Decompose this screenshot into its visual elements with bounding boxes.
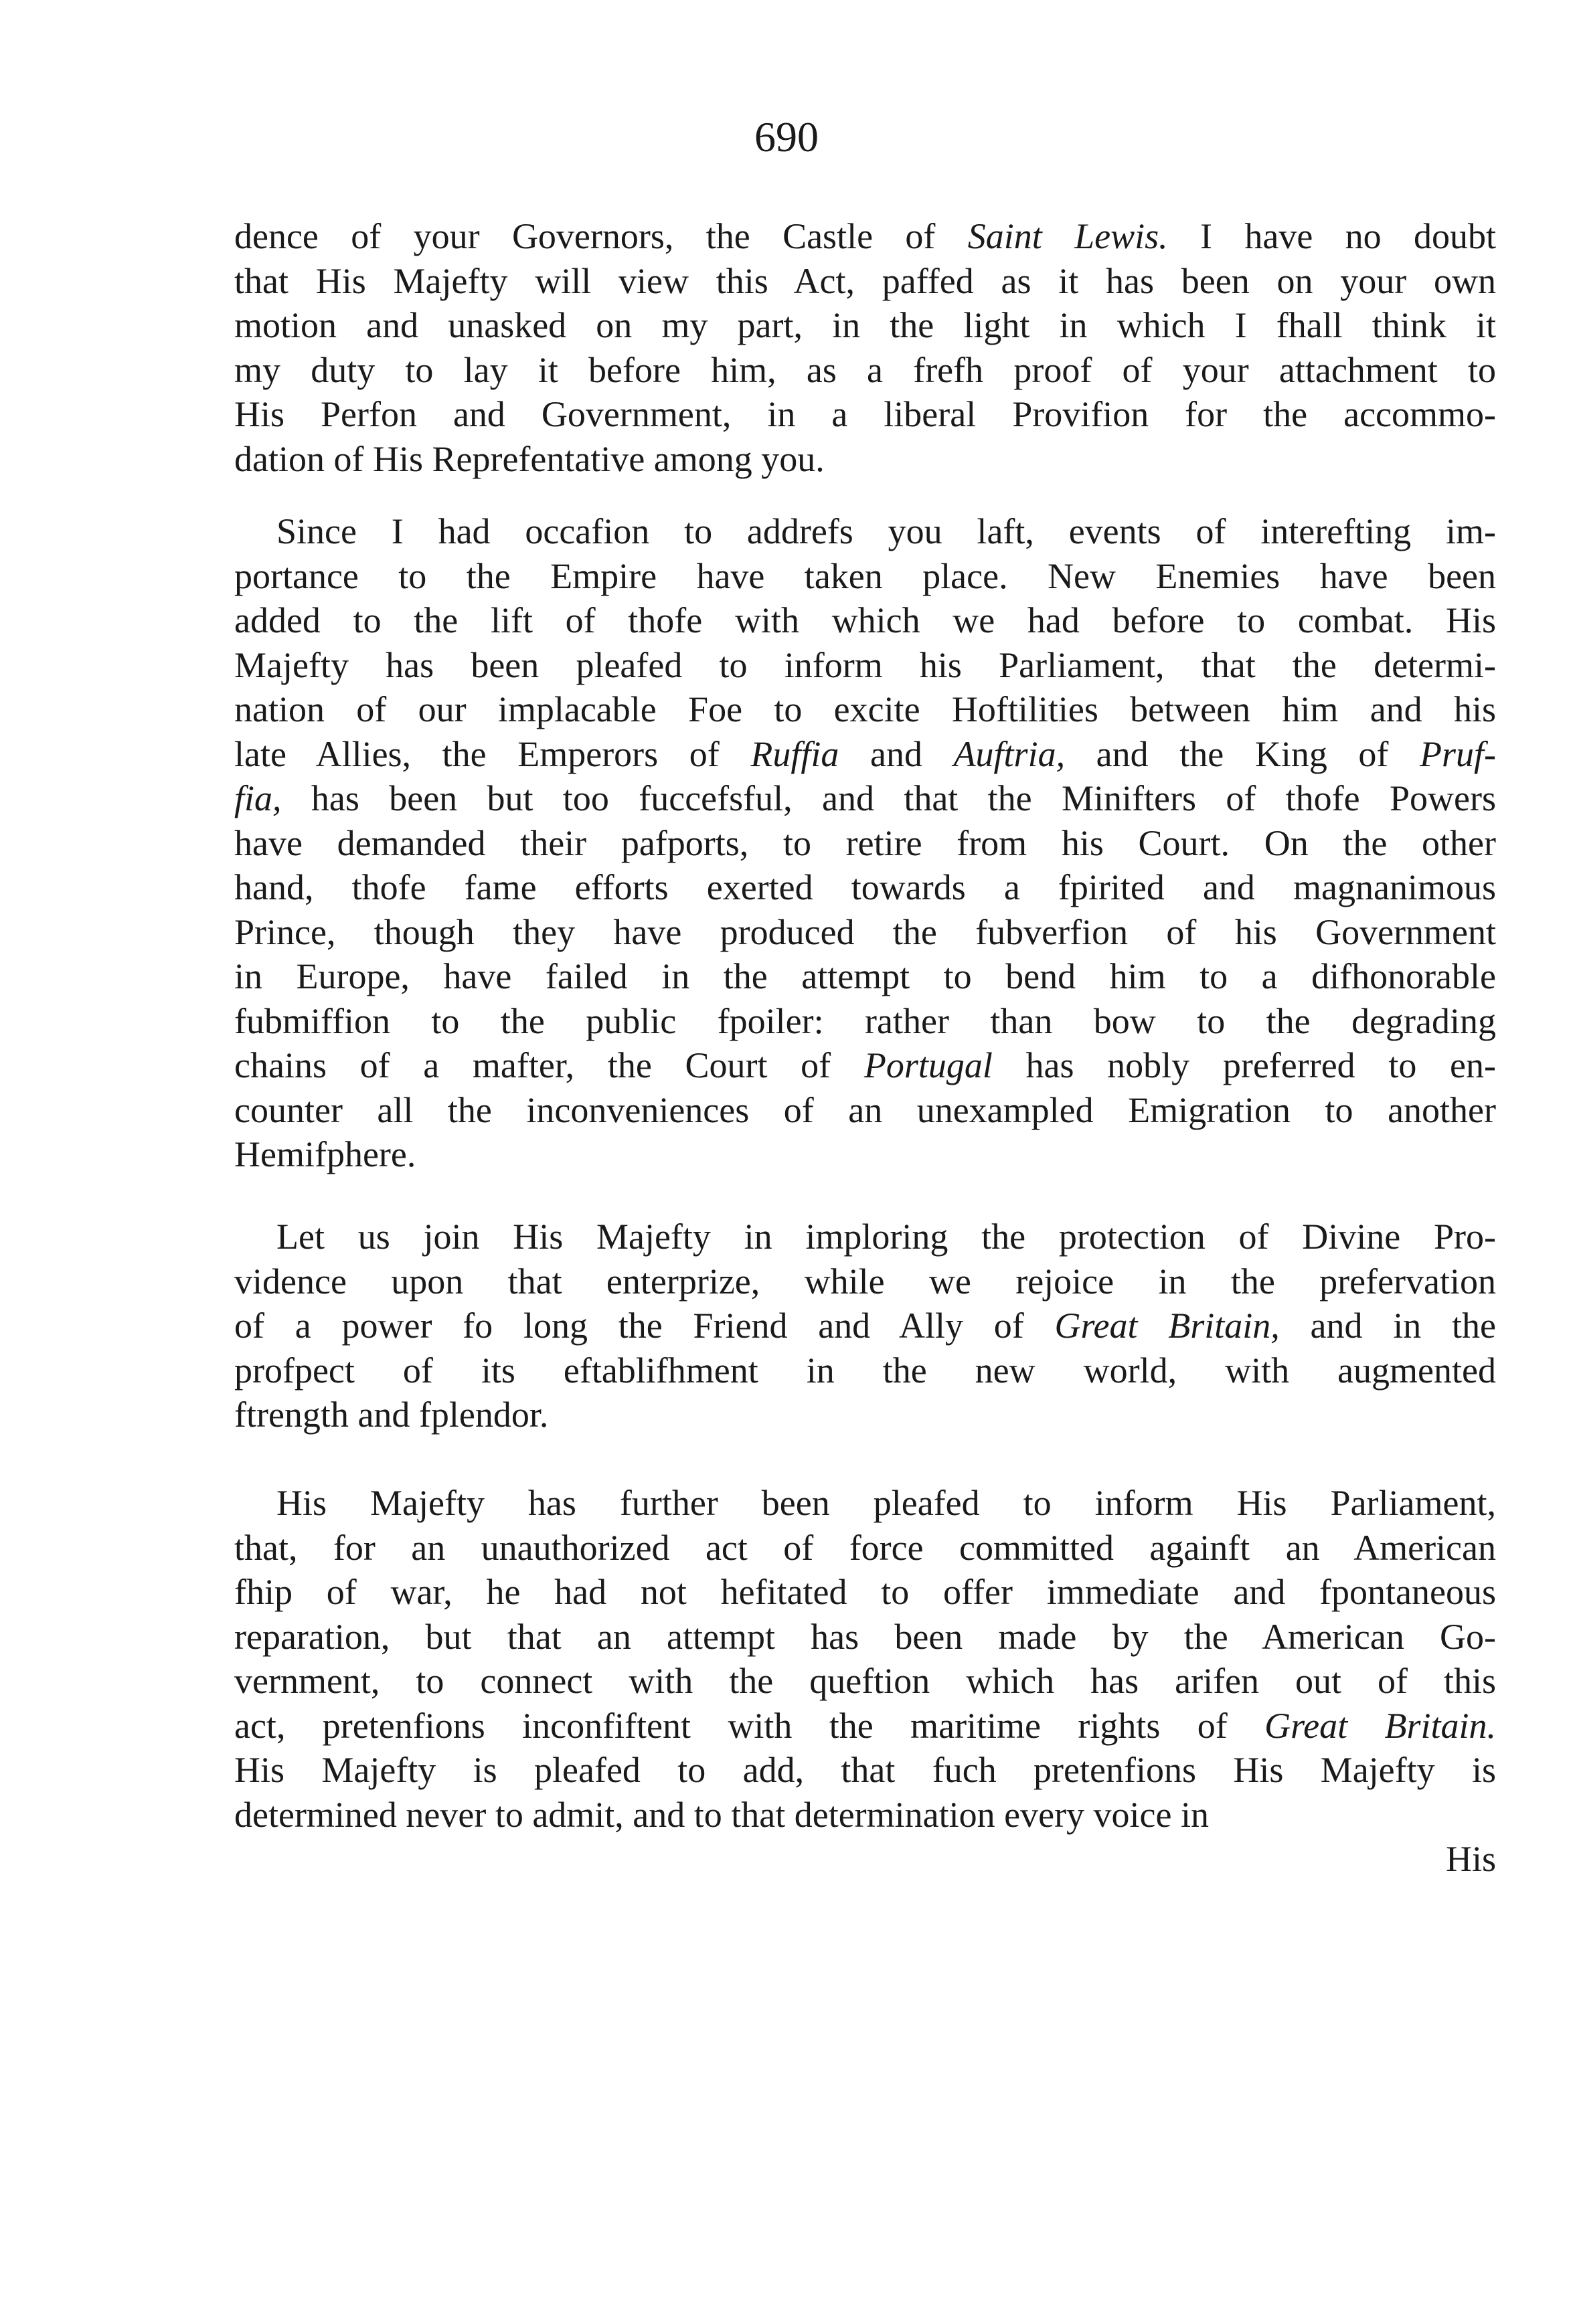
text-line <box>234 1793 1496 1838</box>
text-run: of a power fo long the Friend and Ally of <box>234 1306 1055 1346</box>
italic-run: Great Britain. <box>1264 1705 1496 1746</box>
italic-run: Portugal <box>863 1045 993 1085</box>
text-line <box>234 1043 1496 1088</box>
text-line <box>234 259 1496 304</box>
text-run: vidence upon that enterprize, while we rejoice in the prefervation <box>234 1261 1496 1302</box>
text-line <box>234 776 1496 821</box>
text-run: vernment, to connect with the queftion which has arifen out of this <box>234 1661 1496 1701</box>
paragraph-1 <box>234 214 1496 481</box>
text-line <box>234 821 1496 866</box>
text-line <box>234 1132 1496 1177</box>
text-line <box>234 1259 1496 1304</box>
text-run: Majefty has been pleafed to inform his Parliament, that the determi- <box>234 644 1496 685</box>
text-line <box>234 303 1496 348</box>
text-line <box>234 348 1496 393</box>
text-run: profpect of its eftablifhment in the new world, with augmented <box>234 1350 1496 1391</box>
text-line <box>234 1659 1496 1704</box>
text-run: nation of our implacable Foe to excite Hoftilities between him and his <box>234 689 1496 729</box>
italic-run: fia, <box>234 778 282 818</box>
paragraph-2 <box>234 509 1496 1177</box>
text-line <box>234 1570 1496 1615</box>
text-line <box>234 1748 1496 1793</box>
text-line <box>234 437 1496 482</box>
text-line <box>234 1393 1496 1437</box>
text-run: Hemifphere. <box>234 1134 416 1174</box>
text-run: have demanded their pafports, to retire from his Court. On the other <box>234 822 1496 863</box>
text-line <box>234 1304 1496 1348</box>
text-line <box>234 643 1496 688</box>
text-run: His Perfon and Government, in a liberal Provifion for the accommo- <box>234 394 1496 434</box>
text-line <box>234 1615 1496 1660</box>
text-run: motion and unasked on my part, in the light in which I fhall think it <box>234 305 1496 345</box>
text-run: dence of your Governors, the Castle of <box>234 216 968 256</box>
paragraph-3 <box>234 1215 1496 1437</box>
text-run: Since I had occafion to addrefs you laft, events of interefting im- <box>276 511 1496 551</box>
text-line <box>234 1481 1496 1526</box>
text-line <box>234 554 1496 599</box>
text-line <box>234 509 1496 554</box>
text-line <box>234 1088 1496 1133</box>
text-run: fubmiffion to the public fpoiler: rather than bow to the degrading <box>234 1000 1496 1041</box>
text-run: His Majefty is pleafed to add, that fuch pretenfions His Majefty is <box>234 1750 1496 1790</box>
text-line <box>234 910 1496 955</box>
text-run: late Allies, the Emperors of <box>234 733 751 774</box>
text-line <box>234 954 1496 999</box>
text-run: in Europe, have failed in the attempt to bend him to a difhonorable <box>234 956 1496 996</box>
text-line <box>234 1526 1496 1571</box>
text-run: dation of His Reprefentative among you. <box>234 438 825 479</box>
italic-run: Great Britain, <box>1054 1306 1280 1346</box>
italic-run: Auftria, <box>953 733 1066 774</box>
italic-run: Ruffia <box>750 733 839 774</box>
text-run: chains of a mafter, the Court of <box>234 1045 864 1085</box>
paragraph-4 <box>234 1481 1496 1882</box>
text-line <box>234 214 1496 259</box>
text-run: and the King of <box>1065 733 1420 774</box>
text-line <box>234 1215 1496 1259</box>
text-run: that His Majefty will view this Act, paffed as it has been on your own <box>234 260 1496 301</box>
text-line <box>234 392 1496 437</box>
text-line <box>234 598 1496 643</box>
text-run: reparation, but that an attempt has been made by the American Go- <box>234 1616 1496 1657</box>
text-run: counter all the inconveniences of an unexampled Emigration to another <box>234 1089 1496 1130</box>
text-run: determined never to admit, and to that determination every voice in <box>234 1794 1209 1835</box>
italic-run: Saint Lewis. <box>967 216 1168 256</box>
text-line <box>234 865 1496 910</box>
text-line <box>234 687 1496 732</box>
text-run: act, pretenfions inconfiftent with the maritime rights of <box>234 1705 1265 1746</box>
text-line <box>234 1704 1496 1749</box>
text-run: added to the lift of thofe with which we had before to combat. His <box>234 600 1496 640</box>
text-line <box>234 999 1496 1044</box>
text-run: hand, thofe fame efforts exerted towards a fpirited and magnanimous <box>234 867 1496 907</box>
italic-run: Pruf- <box>1420 733 1497 774</box>
text-run: I have no doubt <box>1167 216 1497 256</box>
text-line <box>234 1348 1496 1393</box>
text-run: my duty to lay it before him, as a frefh proof of your attachment to <box>234 349 1496 390</box>
text-run: and in the <box>1279 1306 1496 1346</box>
text-run: portance to the Empire have taken place. New Enemies have been <box>234 555 1496 596</box>
text-run: has nobly preferred to en- <box>992 1045 1496 1085</box>
page-number: 690 <box>754 113 819 161</box>
catchword: His <box>1445 1839 1496 1879</box>
text-run: that, for an unauthorized act of force committed againft an American <box>234 1527 1496 1568</box>
text-line <box>234 732 1496 777</box>
text-run: and <box>839 733 954 774</box>
text-run: Prince, though they have produced the fubverfion of his Government <box>234 911 1496 952</box>
text-run: ftrength and fplendor. <box>234 1395 549 1435</box>
text-run: has been but too fuccefsful, and that the Minifters of thofe Powers <box>281 778 1496 818</box>
text-run: Let us join His Majefty in imploring the protection of Divine Pro- <box>276 1217 1496 1257</box>
text-run: His Majefty has further been pleafed to inform His Parliament, <box>276 1483 1496 1523</box>
text-run: fhip of war, he had not hefitated to offer immediate and fpontaneous <box>234 1572 1496 1612</box>
